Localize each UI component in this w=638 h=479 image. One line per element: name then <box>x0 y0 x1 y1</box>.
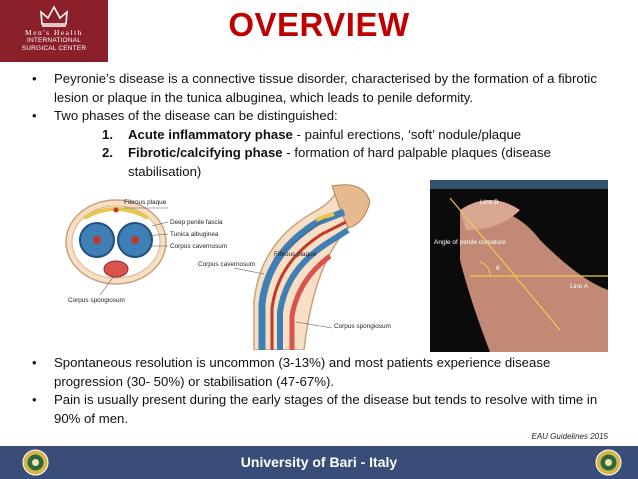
bullet-item: • Peyronie’s disease is a connective tissue disorder, characterised by the formation of a fibrotic lesion or plaque in the tunica albuginea, which leads to penile deformity. <box>32 70 612 107</box>
top-bullet-list <box>32 70 612 181</box>
bullet-item: • Two phases of the disease can be distinguished: <box>32 107 612 126</box>
phase-item <box>32 144 612 181</box>
label-corpus-spongiosum: Corpus spongiosum <box>68 297 125 304</box>
label-tunica: Tunica albuginea <box>170 231 219 238</box>
phase-name: Acute inflammatory phase <box>128 126 293 142</box>
label-line-a: Line A <box>570 283 589 290</box>
phase-number: 2. <box>102 145 113 160</box>
logo-line-3: SURGICAL CENTER <box>21 45 87 52</box>
university-seal-icon <box>595 449 622 476</box>
footer-bar <box>0 446 638 479</box>
label-corpus-cavernosum <box>170 243 227 250</box>
bullet-item: • Spontaneous resolution is uncommon (3-13%) and most patients experience disease progression (30- 50%) or stabilisation (47-67%). <box>32 354 612 391</box>
label-theta: θ <box>496 265 500 272</box>
bullet-item: • Pain is usually present during the early stages of the disease but tends to resolve with time in 90% of men. <box>32 391 612 428</box>
phase-name: Fibrotic/calcifying phase <box>128 145 283 160</box>
bottom-bullet-list <box>32 354 612 428</box>
label-fibrous-plaque-2: Fibrous plaque <box>274 251 317 258</box>
label-corpus-cavernosum-2: Corpus cavernosum <box>198 261 256 268</box>
phase-number: 1. <box>102 126 113 142</box>
slide-title: OVERVIEW <box>228 6 410 43</box>
logo-line-2: INTERNATIONAL <box>26 37 82 44</box>
label-angle-curvature: Angle of penile curvature <box>434 239 506 246</box>
footer-text: University of Bari - Italy <box>240 454 398 470</box>
label-corpus-spongiosum-2: Corpus spongiosum <box>334 323 391 330</box>
phase-item <box>32 126 612 145</box>
label-corpus-cavernosum-text: Corpus cavernosum <box>170 243 228 250</box>
logo-line-1: Men's Health <box>25 28 83 37</box>
phase-description: - painful erections, ‘soft’ nodule/plaque <box>292 126 522 142</box>
citation: EAU Guidelines 2015 <box>531 432 608 441</box>
label-fibrous-plaque: Fibrous plaque <box>124 199 167 206</box>
phase-description: - formation of hard palpable plaques (disease stabilisation) <box>128 145 551 179</box>
curvature-photo <box>430 180 608 352</box>
label-deep-fascia: Deep penile fascia <box>170 219 223 226</box>
anatomy-illustration <box>64 182 416 350</box>
label-line-b: Line B <box>480 199 499 206</box>
